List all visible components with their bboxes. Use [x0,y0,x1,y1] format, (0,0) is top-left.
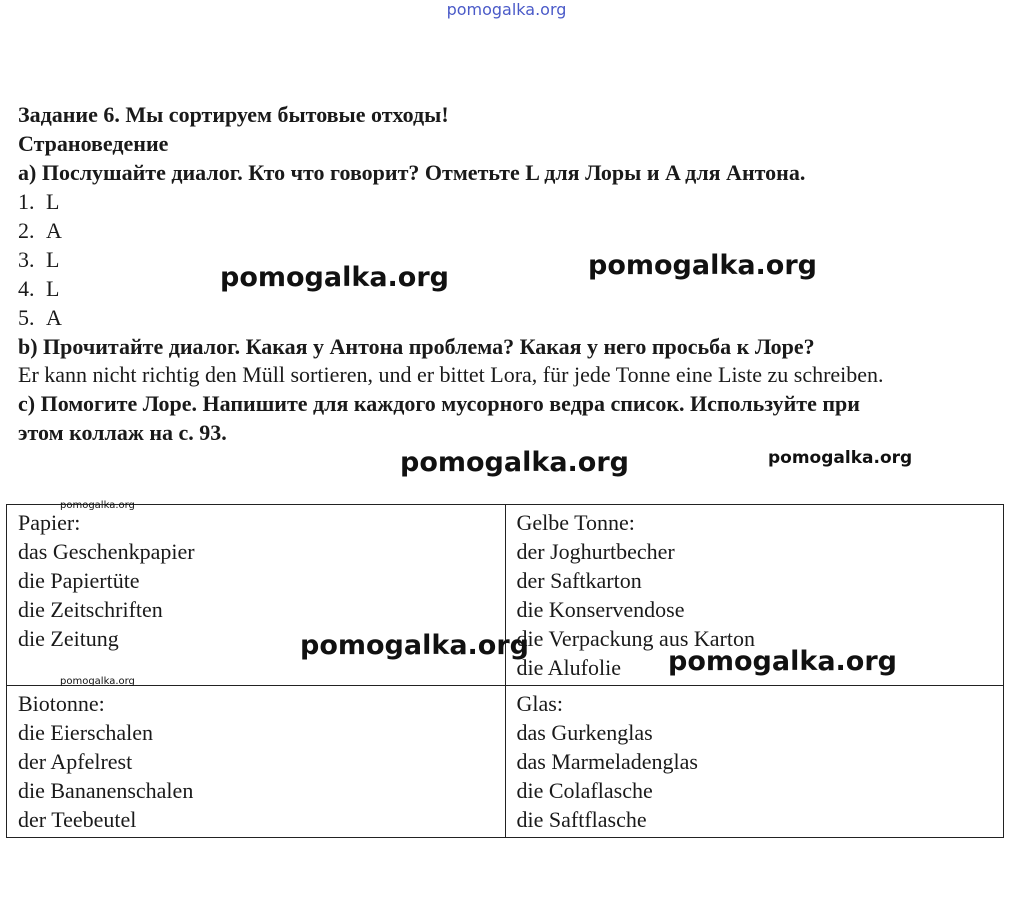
part-b-instruction: b) Прочитайте диалог. Какая у Антона проблема? Какая у него просьба к Лоре? [18,334,815,359]
watermark: pomogalka.org [588,250,817,281]
answer-item [18,216,994,245]
answer-item [18,303,994,332]
site-header-link[interactable]: pomogalka.org [446,0,567,19]
list-item: der Joghurtbecher [516,539,675,564]
part-c-instruction-line2: этом коллаж на с. 93. [18,420,227,445]
list-item: das Geschenkpapier [18,539,195,564]
list-item: das Marmeladenglas [516,749,698,774]
list-item: die Saftflasche [516,807,647,832]
task-subtitle: Страноведение [18,131,169,156]
list-item: die Verpackung aus Karton [516,626,755,651]
table-cell-glas [505,686,1004,838]
list-item: die Alufolie [516,655,621,680]
answer-value: A [46,218,62,243]
answer-item [18,245,994,274]
part-b-answer: Er kann nicht richtig den Müll sortieren, und er bittet Lora, für jede Tonne eine Liste zu schreiben. [18,362,884,387]
answer-value: L [46,276,60,301]
watermark: pomogalka.org [400,447,629,478]
watermark: pomogalka.org [768,448,913,468]
cell-heading: Papier: [18,510,81,535]
answer-number: 2. [18,218,35,243]
table-row [7,686,1004,838]
answer-value: L [46,189,60,214]
task-title: Задание 6. Мы сортируем бытовые отходы! [18,102,449,127]
answer-item [18,274,994,303]
watermark: pomogalka.org [668,646,897,677]
watermark: pomogalka.org [220,262,449,293]
answer-value: A [46,305,62,330]
list-item: der Teebeutel [18,807,137,832]
list-item: die Papiertüte [18,568,140,593]
part-c-instruction-line1: c) Помогите Лоре. Напишите для каждого мусорного ведра список. Используйте при [18,391,860,416]
cell-heading: Glas: [516,691,563,716]
list-item: die Zeitung [18,626,119,651]
list-item: das Gurkenglas [516,720,653,745]
part-a-instruction: а) Послушайте диалог. Кто что говорит? Отметьте L для Лоры и A для Антона. [18,160,806,185]
list-item: die Konservendose [516,597,685,622]
answer-value: L [46,247,60,272]
watermark: pomogalka.org [300,630,529,661]
task-document [18,100,994,447]
list-item: der Saftkarton [516,568,642,593]
watermark: pomogalka.org [60,500,135,511]
table-cell-biotonne [7,686,506,838]
list-item: die Zeitschriften [18,597,163,622]
answer-number: 4. [18,276,35,301]
answer-number: 5. [18,305,35,330]
watermark: pomogalka.org [60,676,135,687]
answer-number: 3. [18,247,35,272]
cell-heading: Biotonne: [18,691,105,716]
list-item: der Apfelrest [18,749,133,774]
list-item: die Colaflasche [516,778,653,803]
answer-number: 1. [18,189,35,214]
cell-heading: Gelbe Tonne: [516,510,635,535]
answer-item [18,187,994,216]
list-item: die Bananenschalen [18,778,194,803]
list-item: die Eierschalen [18,720,153,745]
